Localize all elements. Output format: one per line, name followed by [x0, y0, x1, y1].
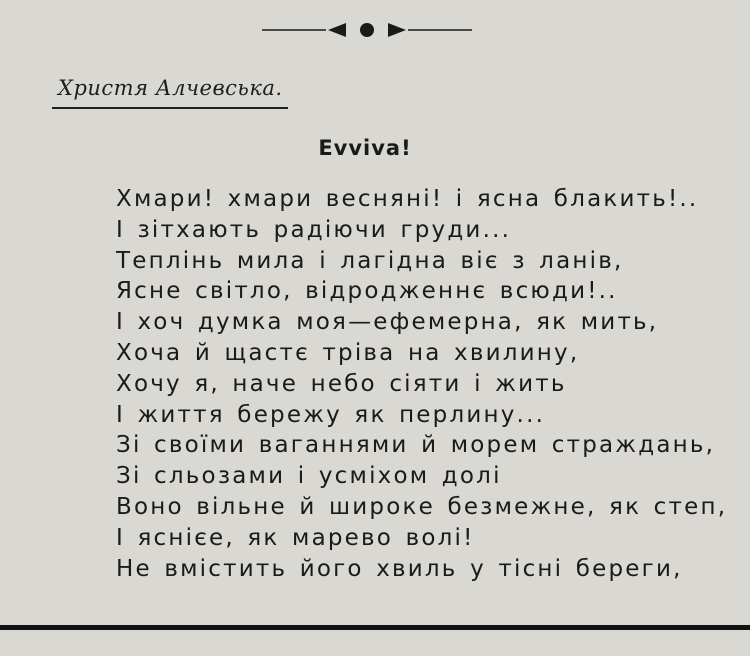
poem-line: І яснієе, як марево волі!	[116, 524, 475, 551]
author-underline	[52, 107, 288, 109]
poem-line: Воно вільне й широке безмежне, як степ,	[116, 493, 728, 520]
poem-line: Хмари! хмари весняні! і ясна блакить!..	[116, 186, 699, 212]
ornament-divider	[262, 18, 472, 44]
poem-body	[116, 184, 736, 584]
poem-line: Хоча й щастє тріва на хвилину,	[116, 339, 580, 366]
poem-line: І життя бережу як перлину...	[116, 401, 546, 428]
author-name: Христя Алчевська.	[58, 76, 283, 100]
poem-line: Ясне світло, відродженнє всюди!..	[116, 278, 618, 305]
poem-line: Зі своїми ваганнями й морем страждань,	[116, 432, 716, 459]
poem-line: Зі сльозами і усміхом долі	[116, 463, 502, 490]
poem-line: Теплінь мила і лагідна віє з ланів,	[116, 247, 624, 274]
bottom-rule	[0, 622, 750, 631]
poem-line: Не вмістить його хвиль у тісні береги,	[116, 555, 683, 582]
poem-line: І хоч думка моя—ефемерна, як мить,	[116, 309, 659, 336]
poem-title: Evviva!	[318, 136, 412, 160]
poem-line: Хочу я, наче небо сіяти і жить	[116, 370, 567, 397]
poem-line: І зітхають радіючи груди...	[116, 216, 512, 243]
author-block	[52, 76, 289, 104]
